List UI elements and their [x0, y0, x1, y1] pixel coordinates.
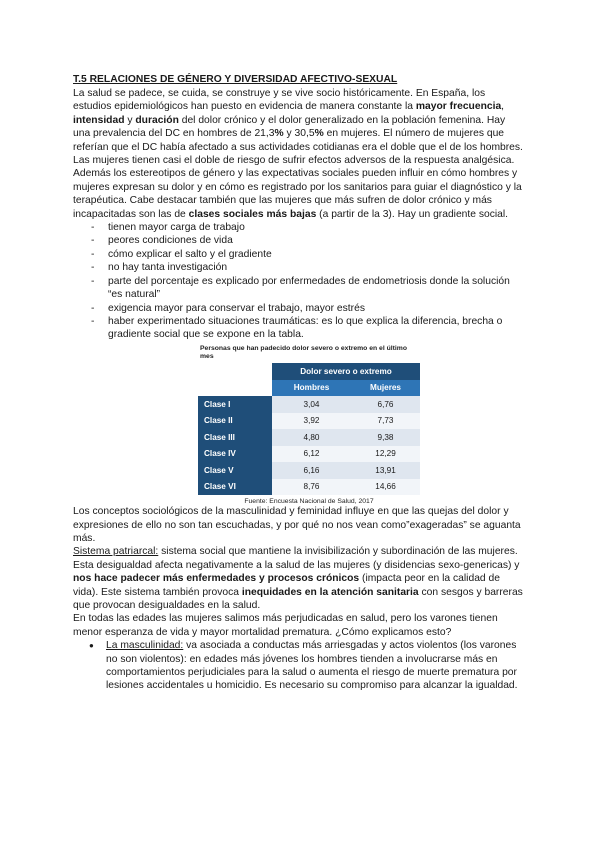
- cell-men: 6,16: [272, 462, 351, 479]
- cell-men: 8,76: [272, 479, 351, 496]
- cell-women: 13,91: [351, 462, 420, 479]
- section-title: T.5 RELACIONES DE GÉNERO Y DIVERSIDAD AFECTIVO-SEXUAL: [73, 74, 398, 85]
- figure-caption: Personas que han padecido dolor severo o extremo en el último mes: [200, 344, 407, 360]
- column-header-men: Hombres: [272, 380, 351, 397]
- figure-source: Fuente: Encuesta Nacional de Salud, 2017: [244, 498, 374, 506]
- intro-paragraph: La salud se padece, se cuida, se construye y se vive socio históricamente. En España, los estudios epidemiológicos han puesto en evidencia de manera constante la mayor frecuencia, intensidad y duración del dolor crónico y el dolor generalizado en la población femenina. Hay una prevalencia del DC en hombres de 21,3% y 30,5% en mujeres. El número de mujeres que referían que el DC había afectado a sus actividades cotidianas era el doble que el de los hombres. Las mujeres tienen casi el doble de riesgo de sufrir efectos adversos de la respuesta analgésica. Además los estereotipos de género y las expectativas sociales pueden influir en cómo hombres y mujeres expresan su dolor y en cómo es registrado por los sanitarios para guiar el diagnóstico y la terapéutica. Cabe destacar también que las mujeres que más sufren de dolor crónico y más incapacitadas son las de clases sociales más bajas (a partir de la 3). Hay un gradiente social.: [73, 88, 523, 220]
- cell-men: 3,04: [272, 396, 351, 413]
- cell-men: 3,92: [272, 413, 351, 430]
- masculinity-list: [73, 639, 525, 693]
- row-label: Clase II: [198, 413, 272, 430]
- document-page: [73, 72, 525, 693]
- list-item: - tienen mayor carga de trabajo: [91, 221, 525, 234]
- reasons-list: [73, 221, 525, 342]
- list-item: - exigencia mayor para conservar el trabajo, mayor estrés: [91, 302, 525, 315]
- list-item: ● La masculinidad: va asociada a conductas más arriesgadas y actos violentos (los varones no son violentos): en edades más jóvenes los hombres tienden a involucrarse más en comportamientos perjudiciales para la salud o aumenta el riesgo de muerte prematura por lesiones accidentales u homicidio. Es necesario su compromiso para alcanzar la igualdad.: [89, 639, 525, 693]
- row-label: Clase IV: [198, 446, 272, 463]
- table-row: [198, 396, 420, 413]
- pain-table: [198, 363, 420, 495]
- cell-men: 4,80: [272, 429, 351, 446]
- list-item: - parte del porcentaje es explicado por enfermedades de endometriosis donde la solución “es natural”: [91, 275, 525, 302]
- table-header: Dolor severo o extremo: [272, 363, 420, 380]
- pain-table-figure: [198, 345, 420, 505]
- column-header-women: Mujeres: [351, 380, 420, 397]
- cell-women: 6,76: [351, 396, 420, 413]
- list-item: - no hay tanta investigación: [91, 261, 525, 274]
- cell-men: 6,12: [272, 446, 351, 463]
- cell-women: 7,73: [351, 413, 420, 430]
- row-label: Clase V: [198, 462, 272, 479]
- table-row: [198, 479, 420, 496]
- row-label: Clase I: [198, 396, 272, 413]
- cell-women: 12,29: [351, 446, 420, 463]
- table-row: [198, 446, 420, 463]
- table-row: [198, 413, 420, 430]
- list-item: - peores condiciones de vida: [91, 234, 525, 247]
- list-item: - haber experimentado situaciones traumáticas: es lo que explica la diferencia, brecha o gradiente social que se expone en la tabla.: [91, 315, 525, 342]
- table-row: [198, 462, 420, 479]
- cell-women: 14,66: [351, 479, 420, 496]
- row-label: Clase III: [198, 429, 272, 446]
- row-label: Clase VI: [198, 479, 272, 496]
- table-corner: [198, 363, 272, 380]
- ages-paragraph: En todas las edades las mujeres salimos más perjudicadas en salud, pero los varones tienen menor esperanza de vida y mayor mortalidad prematura. ¿Cómo explicamos esto?: [73, 613, 498, 638]
- cell-women: 9,38: [351, 429, 420, 446]
- table-row: [198, 429, 420, 446]
- concepts-paragraph: Los conceptos sociológicos de la masculinidad y feminidad influye en que las quejas del dolor y expresiones de ello no son tan escuchadas, y por qué no nos vean como”exageradas” se aguanta más.: [73, 506, 521, 544]
- patriarchy-paragraph: Sistema patriarcal: sistema social que mantiene la invisibilización y subordinación de las mujeres. Esta desigualdad afecta negativamente a la salud de las mujeres (y disidencias sexo-genericas) y nos hace padecer más enfermedades y procesos crónicos (impacta peor en la calidad de vida). Este sistema también provoca inequidades en la atención sanitaria con sesgos y barreras que provocan desigualdades en la salud.: [73, 546, 523, 611]
- table-corner: [198, 380, 272, 397]
- list-item: - cómo explicar el salto y el gradiente: [91, 248, 525, 261]
